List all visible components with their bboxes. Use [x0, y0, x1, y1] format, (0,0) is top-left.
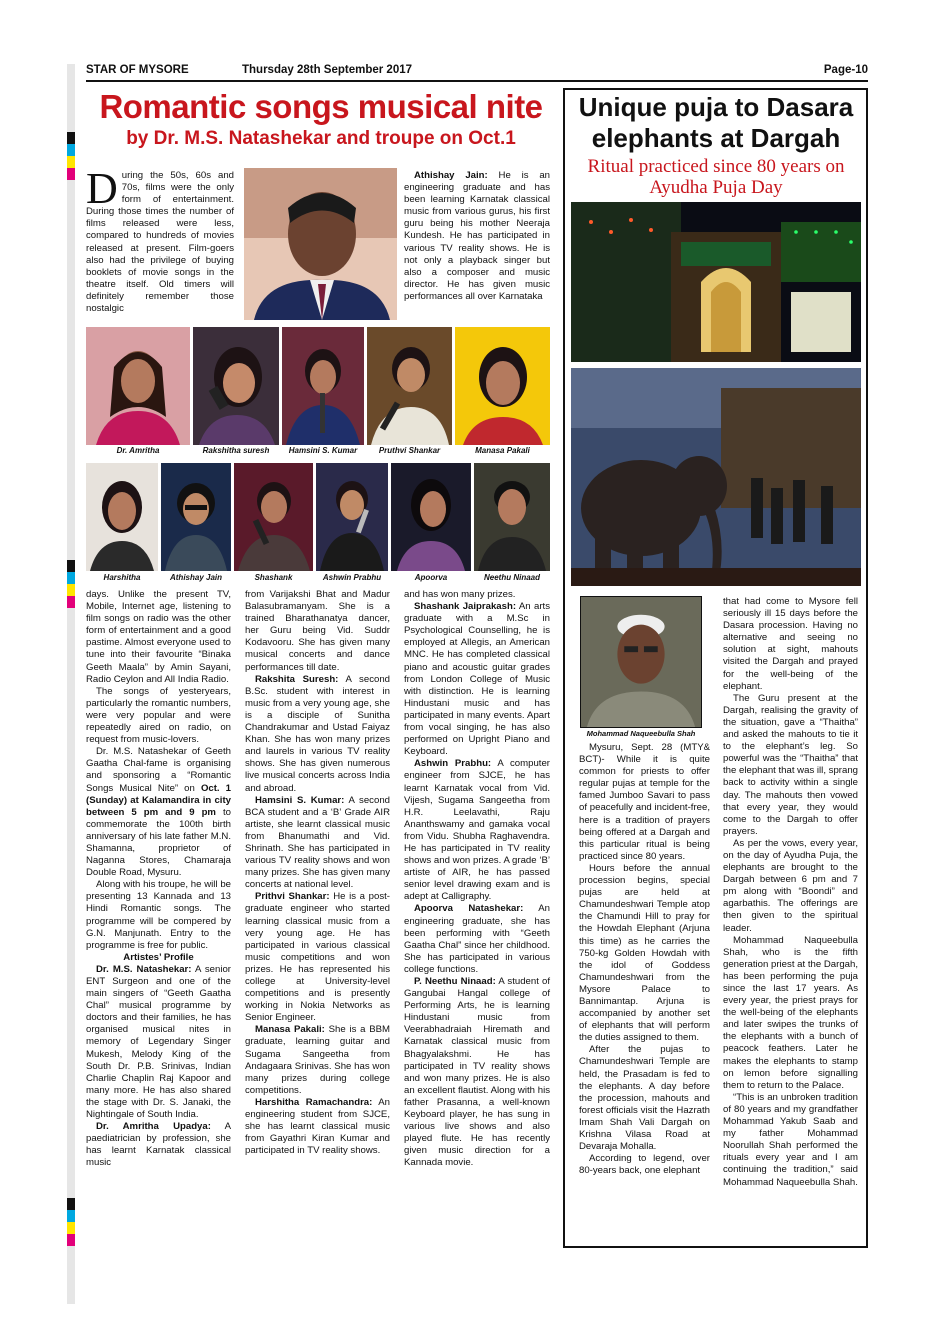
- paragraph: that had come to Mysore fell seriously ill 15 days before the Dasara procession. Having no alternative and seeing no solution at sight, mahouts visited the Dargah and prayed for the well-being of the elephant.: [723, 596, 858, 692]
- paragraph: [404, 903, 550, 976]
- sidebar-column-1: [579, 742, 710, 1177]
- main-headline: Romantic songs musical nite: [99, 88, 543, 125]
- paragraph: [86, 964, 231, 1121]
- caption: Hamsini S. Kumar: [288, 446, 358, 455]
- paragraph: According to legend, over 80-years back, one elephant: [579, 1153, 710, 1177]
- caption: Ashwin Prabhu: [322, 573, 382, 582]
- cmyk-yellow-mark-2: [67, 584, 75, 596]
- intro-column-left: [86, 164, 234, 315]
- artist-name: Shashank Jaiprakash:: [414, 601, 517, 613]
- paragraph: [245, 891, 390, 1024]
- event-text-c: to commemorate the 100th birth anniversary of his late father M.N. Shamanna, proprietor of Naganna Stores, Chamaraja Double Road, Mysuru.: [86, 806, 231, 879]
- captions-row-2: [86, 573, 550, 585]
- caption: Pruthvi Shankar: [378, 446, 441, 455]
- artist-bio: He is a post-graduate engineer who started learning classical music from a very young age. He has participated in various classical music competitions and won prizes. He has represented his college at University-level competitions and is presently working in Nokia Networks as Senior Engineer.: [245, 891, 390, 1024]
- artist-name: Dr. M.S. Natashekar:: [96, 963, 192, 975]
- artist-name: P. Neethu Ninaad:: [414, 976, 496, 987]
- paragraph: and has won many prizes.: [404, 589, 516, 600]
- paragraph: [245, 1024, 390, 1097]
- sidebar-headline: Unique puja to Dasara elephants at Dargah: [578, 92, 854, 153]
- artistes-profile-heading: Artistes’ Profile: [123, 951, 194, 963]
- cmyk-black-mark-3: [67, 1198, 75, 1210]
- paragraph: “This is an unbroken tradition of 80 years and my grandfather Mohammad Yakub Saab and my father Mohammad Noorullah Shah performed the rituals every year and I am continuing the tradition,” said Mohammad Naqueebulla Shah.: [723, 1091, 858, 1188]
- paper-name: STAR OF MYSORE: [86, 64, 189, 76]
- photo-neethu-ninaad: [474, 463, 550, 571]
- caption: Apoorva: [414, 573, 448, 582]
- sidebar-subhead: Ritual practiced since 80 years on Ayudha Puja Day: [587, 156, 845, 198]
- photo-pruthvi-shankar: [367, 327, 452, 445]
- cmyk-cyan-mark-2: [67, 572, 75, 584]
- artist-name: Ashwin Prabhu:: [414, 758, 492, 770]
- athishay-name: Athishay Jain:: [414, 170, 488, 181]
- paragraph: [404, 758, 550, 903]
- paragraph: [245, 674, 390, 795]
- cmyk-yellow-mark: [67, 156, 75, 168]
- paragraph: Hours before the annual procession begins, special pujas are held at Chamundeshwari Temple atop the Chamundi Hill to pray for the Howdah Elephant (Arjuna this time) as he carries the 750-kg Golden Howdah with the idol of Goddess Chamundeshwari from the Mysore Palace to Bannimantap. Arjuna is accompanied by another set of elephants that will perform the duties assigned to them.: [579, 862, 710, 1044]
- artist-bio: She is a BBM graduate, learning guitar and Sugama Sangeetha from Andagaara Srinivas. She has won many prizes during college competitions.: [245, 1024, 390, 1096]
- cmyk-cyan-mark-3: [67, 1210, 75, 1222]
- paragraph: [404, 601, 550, 758]
- paragraph: from Varijakshi Bhat and Madur Balasubramanyam. She is a trained Bharathanatya dancer, her Guru being Vid. Suddr Kodavooru. She has given many musical concerts and dance performances till date.: [245, 589, 390, 673]
- sidebar-column-2: [723, 596, 858, 1189]
- paragraph: [245, 1097, 390, 1157]
- photo-harshitha: [86, 463, 158, 571]
- priest-photo-caption: Mohammad Naqueebulla Shah: [586, 729, 696, 738]
- photo-manasa-pakali: [455, 327, 550, 445]
- main-subhead: by Dr. M.S. Natashekar and troupe on Oct.1: [126, 128, 516, 149]
- caption: Rakshitha suresh: [202, 446, 270, 455]
- cmyk-black-mark-2: [67, 560, 75, 572]
- caption: Neethu Ninaad: [483, 573, 540, 582]
- intro-text: uring the 50s, 60s and 70s, films were the only form of entertainment. During those times the number of films released were less, compared to hundreds of movies released at present. Film-goers also had the privilege of buying booklets of movie songs in the theatre itself. Old timers will definitely remember those nostalgic: [86, 170, 234, 315]
- photo-rakshitha-suresh: [193, 327, 279, 445]
- paragraph: Along with his troupe, he will be presenting 13 Kannada and 13 Hindi Romantic songs. The programme will be compered by G.N. Manjunath. Entry to the programme is free for public.: [86, 879, 231, 951]
- page-number: Page-10: [823, 64, 868, 76]
- paragraph: As per the vows, every year, on the day of Ayudha Puja, the elephants are brought to the Dargah between 6 pm and 7 pm along with “Boondi” and agarbathis. The offerings are then given to the spiritual leader.: [723, 837, 858, 934]
- artist-name: Hamsini S. Kumar:: [255, 794, 345, 806]
- masthead-rule: [86, 80, 868, 82]
- artist-name: Rakshita Suresh:: [255, 673, 339, 685]
- photo-ashwin-prabhu: [316, 463, 388, 571]
- paragraph: [86, 746, 231, 879]
- photo-athishay-jain: [161, 463, 231, 571]
- event-text-a: Dr. M.S. Natashekar of Geeth Gaatha Chal-fame is organising and sponsoring a “Romantic Songs Musical Nite” on: [86, 746, 231, 794]
- artist-bio: A paediatrician by profession, she has learnt Karnatak classical music: [86, 1121, 231, 1169]
- masthead: [86, 64, 868, 80]
- paragraph: The Guru present at the Dargah, realising the gravity of the situation, gave a “Thaitha” and asked the mahouts to tie it to the elephant’s leg. So powerful was the “Thaitha” that the elephant that was ill, sprang back to activity within a single day. The mahouts then vowed that every year, they would come to the Dargah to offer prayers.: [723, 692, 858, 837]
- paragraph: days. Unlike the present TV, Mobile, Internet age, listening to film songs on radio was the other form of entertainment and a good pastime. Almost everyone used to tune into their favourite “Binaka Geeth Maala” by Amin Sayani, Radio Ceylon and All India Radio.: [86, 589, 231, 685]
- paragraph: [86, 1121, 231, 1169]
- artist-bio: A senior ENT Surgeon and one of the main singers of “Geeth Gaatha Chal” musical programme by doctors and their families, he has organised musical nites in memory of Legendary Singer Mukesh, Melody King of the South Dr. P.B. Srinivas, Indian Charlie Chaplin Raj Kapoor and many more. He has also shared the stage with Dr. S. Janaki, the Nightingale of South India.: [86, 963, 231, 1121]
- body-column-3: [404, 589, 550, 1170]
- athishay-text: He is an engineering graduate and has been learning Karnatak classical music from various gurus, his first guru being his mother Neeraja Kundesh. He has participated in various TV reality shows. He is not only a playback singer but also a composer and music director. He has given music performances all over Karnataka: [404, 170, 550, 302]
- artist-bio: An engineering student from SJCE, she has learnt classical music from Gayathri Kiran Kumar and participated in TV reality shows.: [245, 1096, 390, 1157]
- artist-bio: A student of Gangubai Hangal college of Performing Arts, he is learning Hindustani music from Veerabhadraiah Hiremath and Karnatak classical music from Bhagyalakshmi. He has participated in TV reality shows and won many prizes. He is also an excellent flautist. Along with his father Prasanna, a well-known Keyboard player, he has sung in various live shows and also played flute. He has recently given music direction for a Kannada movie.: [404, 976, 551, 1169]
- artist-name: Apoorva Natashekar:: [414, 903, 524, 915]
- paragraph: Mysuru, Sept. 28 (MTY& BCT)- While it is quite common for priests to offer regular pujas at temple for the famed Jumboo Savari to pass of peacefully and incident-free, here is a tradition of prayers being offered at a Dargah and this particular ritual is being practiced since 80 years.: [579, 742, 710, 862]
- paragraph: After the pujas to Chamundeshwari Temple are held, the Prasadam is fed to the elephants. A day before the procession, mahouts and forest officials visit the Hazrath Imam Shah Vali Dargah on Krishna Vilasa Road at Devaraja Mohalla.: [579, 1044, 710, 1153]
- natashekar-portrait: [244, 168, 397, 320]
- paragraph: Mohammad Naqueebulla Shah, who is the fifth generation priest at the Dargah, has been performing the puja since the last 17 years. As every year, the priest prays for the well-being of the elephants and later swipes the trunks of the elephants with a bunch of peacock feathers. Later he makes the elephants to stamp on lemon before signalling them to return to the Palace.: [723, 934, 858, 1091]
- caption: Manasa Pakali: [475, 446, 530, 455]
- cmyk-magenta-mark-3: [67, 1234, 75, 1246]
- artist-bio: An engineering graduate, she has been performing with “Geeth Gaatha Chal” since her childhood. She has participated in various college functions.: [404, 903, 550, 975]
- dargah-night-photo: [571, 202, 861, 362]
- caption: Harshitha: [103, 573, 141, 582]
- artist-name: Prithvi Shankar:: [255, 891, 330, 903]
- artist-bio: An arts graduate with a M.Sc in Psychological Counselling, he is employed at Allegis, an American MNC. He has completed classical piano and acoustic guitar grades from London College of Music with distinction. He is learning Hindustani music and has participated in many events. Apart from vocal singing, he has also performed on Upright Piano and Keyboard.: [404, 601, 550, 758]
- issue-date: Thursday 28th September 2017: [242, 64, 413, 76]
- paragraph: [245, 795, 390, 892]
- priest-photo: [580, 596, 702, 728]
- elephant-photo: [571, 368, 861, 586]
- paragraph: The songs of yesteryears, particularly the romantic numbers, were very popular and were repeatedly aired on radio, on request from music-lovers.: [86, 685, 231, 746]
- photo-dr-amritha: [86, 327, 190, 445]
- photo-apoorva: [391, 463, 471, 571]
- captions-row-1: [86, 446, 550, 458]
- body-column-1: [86, 589, 231, 1170]
- photo-hamsini-kumar: [282, 327, 364, 445]
- cmyk-magenta-mark: [67, 168, 75, 180]
- caption: Shashank: [254, 573, 293, 582]
- artist-name: Dr. Amritha Upadya:: [96, 1121, 211, 1133]
- caption: Athishay Jain: [169, 573, 222, 582]
- photo-shashank: [234, 463, 313, 571]
- left-margin-rule: [67, 64, 75, 1304]
- artist-name: Manasa Pakali:: [255, 1024, 325, 1036]
- caption: Dr. Amritha: [116, 446, 160, 455]
- body-column-2: [245, 589, 390, 1157]
- paragraph: [404, 976, 550, 1170]
- artist-bio: A computer engineer from SJCE, he has learnt Karnatak vocal from Vid. Vijesh, Sugama Sangeetha from H.R. Leelavathi, Raju Ananthswamy and gamaka vocal from Vidu. Shubha Raghavendra. He has participated in TV reality shows and won prizes. A grade ‘B’ artiste of AIR, he has passed senior level drawing exam and is adept at Calligraphy.: [404, 758, 550, 903]
- artist-bio: A second BCA student and a ‘B’ Grade AIR artiste, she learnt classical music from Bhanumathi and Vid. Shrinath. She has participated in various TV reality shows and won many prizes. She has given many concerts at national level.: [245, 794, 390, 891]
- artist-name: Harshitha Ramachandra:: [255, 1096, 373, 1108]
- event-time: Oct. 1 (Sunday) at Kalamandira in city between 5 pm and 9 pm: [86, 782, 231, 818]
- cmyk-black-mark: [67, 132, 75, 144]
- cmyk-yellow-mark-3: [67, 1222, 75, 1234]
- cmyk-magenta-mark-2: [67, 596, 75, 608]
- intro-column-right: [404, 170, 550, 303]
- cmyk-cyan-mark: [67, 144, 75, 156]
- artist-bio: A second B.Sc. student with interest in music from a very young age, she is a disciple of Sunitha Chandrakumar and Ustad Faiyaz Khan. She has won many prizes and laurels in various TV reality shows. She has given numerous live musical concerts across India and abroad.: [245, 673, 390, 794]
- dropcap: D: [86, 164, 118, 213]
